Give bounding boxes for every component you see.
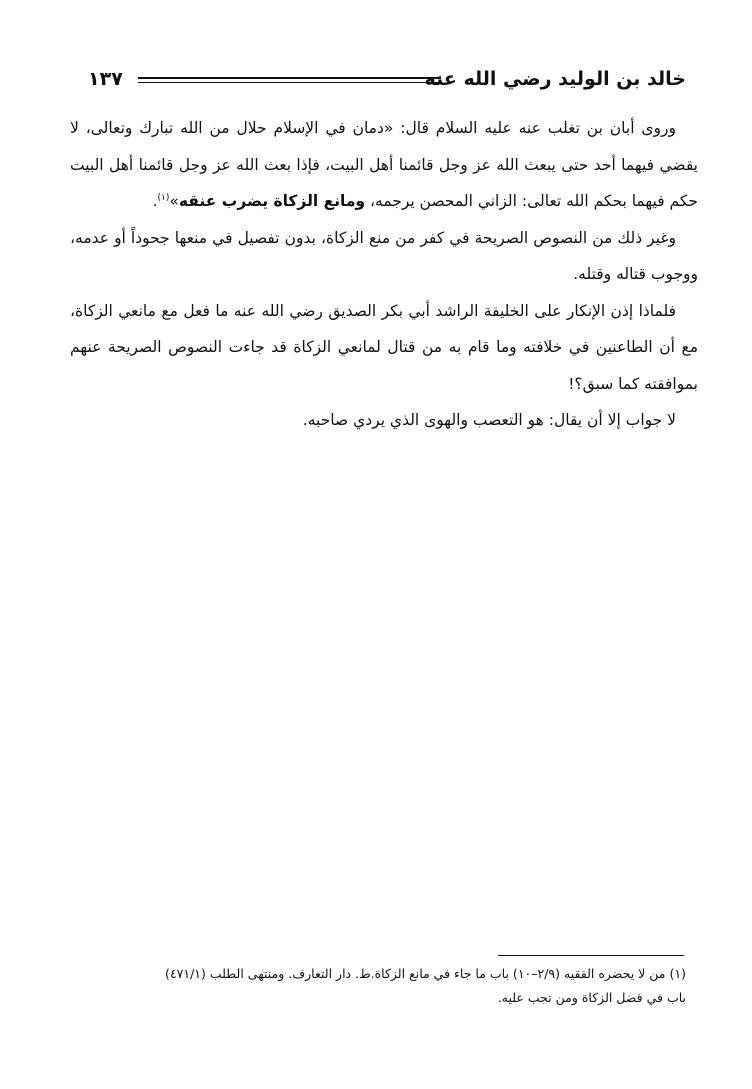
paragraph-2: وغير ذلك من النصوص الصريحة في كفر من منع الزكاة، بدون تفصيل في منعها جحوداً أو عدمه، ووجوب قتاله وقتله. <box>70 228 698 283</box>
paragraph-1-end: . <box>152 192 158 210</box>
main-text <box>70 110 698 439</box>
running-title: خالد بن الوليد رضي الله عنه <box>424 68 686 90</box>
footnotes <box>70 962 686 1010</box>
footnote-reference[interactable]: (١) <box>157 192 170 203</box>
paragraph-1-closing-quote: » <box>169 192 179 210</box>
footnote-line-2: باب في فضل الزكاة ومن تجب عليه. <box>497 990 686 1005</box>
paragraph-1-text: وروى أبان بن تغلب عنه عليه السلام قال: «دمان في الإسلام حلال من الله تبارك وتعالى، لا يقضي فيهما أحد حتى يبعث الله عز وجل قائمنا أهل البيت، فإذا بعث الله عز وجل قائمنا أهل البيت حكم فيهما بحكم الله تعالى: الزاني المحصن يرجمه، <box>70 119 698 210</box>
footnote-text-1: من لا يحضره الفقيه (٢/٩–١٠) باب ما جاء في مانع الزكاة.ط. دار التعارف. ومنتهى الطلب (٤٧١/١) <box>165 966 666 981</box>
page-number: ١٣٧ <box>88 68 123 90</box>
footnote-divider <box>498 955 684 956</box>
footnote-marker: (١) <box>669 966 686 981</box>
page-header <box>88 62 686 98</box>
paragraph-1 <box>70 110 698 220</box>
footnote-line-1 <box>70 962 686 986</box>
paragraph-4: لا جواب إلا أن يقال: هو التعصب والهوى الذي يردي صاحبه. <box>302 411 676 429</box>
header-rule <box>138 77 441 83</box>
paragraph-1-bold-text: ومانع الزكاة يضرب عنقه <box>178 192 366 210</box>
paragraph-3: فلماذا إذن الإنكار على الخليفة الراشد أبي بكر الصديق رضي الله عنه ما فعل مع مانعي الزكاة، مع أن الطاعنين في خلافته وما قام به من قتال لمانعي الزكاة قد جاءت النصوص الصريحة عنهم بموافقته كما سبق؟! <box>70 301 698 393</box>
